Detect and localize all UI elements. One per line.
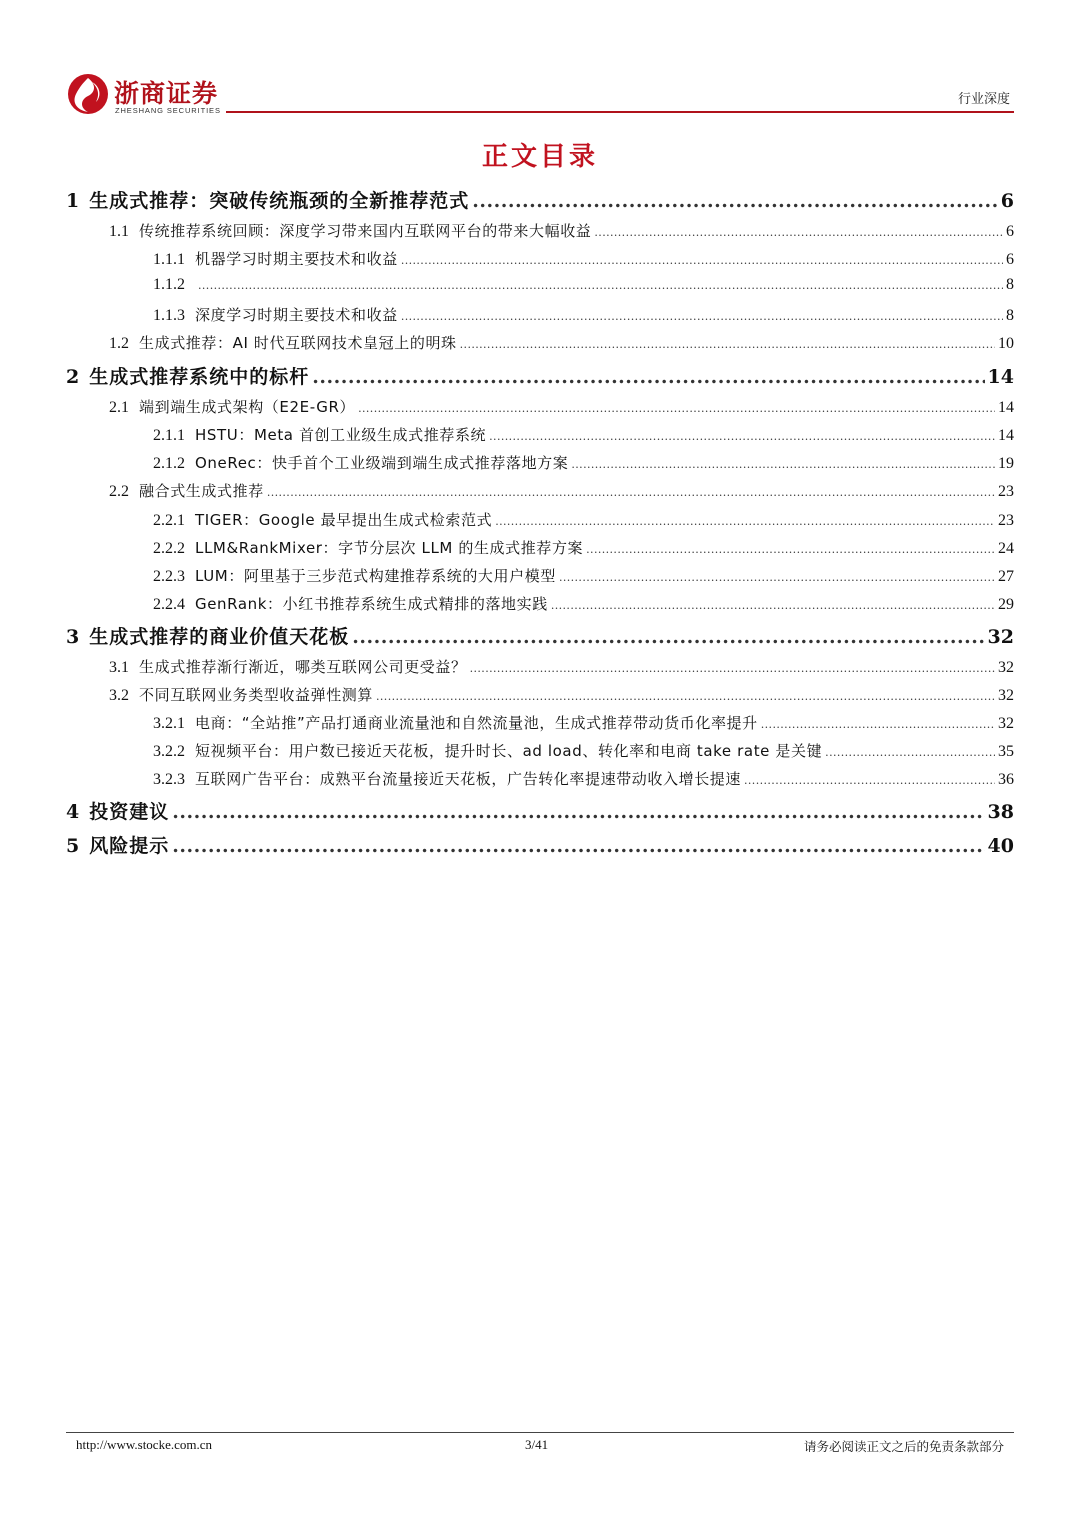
toc-entry-page: 6 [1006,223,1014,240]
footer-page-number: 3/41 [525,1437,549,1452]
toc-entry-number: 2.2.2 [153,540,185,557]
toc-entry-title: 风险提示 [89,835,170,857]
brand-name-en: ZHESHANG SECURITIES [115,106,221,115]
toc-dot-leader [172,801,984,823]
toc-entry-page: 32 [987,626,1014,648]
toc-entry-number: 3 [66,626,80,648]
toc-entry-title: LUM：阿里基于三步范式构建推荐系统的大用户模型 [195,567,556,585]
toc-entry-1[interactable] [66,186,1014,213]
header-divider [226,111,1014,113]
toc-entry-title: TIGER：Google 最早提出生成式检索范式 [195,511,493,529]
toc-entry-3-2[interactable] [109,684,1014,705]
toc-entry-number: 2.1.1 [153,427,185,444]
toc-entry-3-1[interactable] [109,656,1014,677]
toc-dot-leader [470,662,995,675]
toc-dot-leader [825,746,995,759]
toc-entry-title: 生成式推荐渐行渐近，哪类互联网公司更受益？ [139,658,467,676]
toc-entry-title: 投资建议 [89,801,170,823]
toc-entry-page: 10 [998,335,1014,352]
toc-entry-1-1-1[interactable] [153,248,1014,269]
toc-entry-title: 深度学习时期主要技术和收益 [195,306,398,324]
toc-dot-leader [744,774,995,787]
toc-entry-title: 电商：“全站推”产品打通商业流量池和自然流量池，生成式推荐带动货币化率提升 [195,714,758,732]
toc-entry-3[interactable] [66,622,1014,649]
toc-entry-title: 融合式生成式推荐 [139,482,264,500]
toc-entry-page: 14 [987,366,1014,388]
toc-entry-number: 3.2.1 [153,715,185,732]
toc-entry-2-2-3[interactable] [153,565,1014,586]
toc-entry-2-1-2[interactable] [153,452,1014,473]
toc-entry-page: 14 [998,399,1014,416]
toc-dot-leader [358,402,995,415]
toc-entry-title: 生成式推荐：AI 时代互联网技术皇冠上的明珠 [139,334,457,352]
toc-dot-leader [594,226,1003,239]
toc-entry-1-1[interactable] [109,220,1014,241]
toc-entry-number: 3.1 [109,659,129,676]
toc-entry-number: 1.1.3 [153,307,185,324]
toc-entry-title: HSTU：Meta 首创工业级生成式推荐系统 [195,426,487,444]
toc-entry-4[interactable] [66,797,1014,824]
toc-entry-page: 14 [998,427,1014,444]
toc-dot-leader [472,190,998,212]
toc-entry-title: LLM&RankMixer：字节分层次 LLM 的生成式推荐方案 [195,539,584,557]
toc-entry-5[interactable] [66,831,1014,858]
toc-entry-number: 1.1 [109,223,129,240]
toc-entry-page: 36 [998,771,1014,788]
toc-entry-number: 1.1.2 [153,276,185,293]
toc-entry-page: 19 [998,455,1014,472]
page-header [66,68,1014,116]
toc-entry-number: 1 [66,190,80,212]
toc-dot-leader [352,626,984,648]
toc-entry-number: 3.2.2 [153,743,185,760]
toc-dot-leader [401,310,1003,323]
toc-entry-page: 6 [1000,190,1014,212]
toc-entry-number: 2.1 [109,399,129,416]
toc-entry-number: 2 [66,366,80,388]
toc-entry-number: 4 [66,801,80,823]
toc-entry-page: 8 [1006,307,1014,324]
toc-entry-title: 生成式推荐：突破传统瓶颈的全新推荐范式 [89,190,470,212]
toc-entry-number: 5 [66,835,80,857]
toc-entry-3-2-3[interactable] [153,768,1014,789]
toc-entry-number: 2.2.4 [153,596,185,613]
toc-entry-page: 38 [987,801,1014,823]
toc-dot-leader [460,338,995,351]
toc-entry-title: OneRec：快手首个工业级端到端生成式推荐落地方案 [195,454,569,472]
toc-entry-1-2[interactable] [109,332,1014,353]
toc-entry-title: 互联网广告平台：成熟平台流量接近天花板，广告转化率提速带动收入增长提速 [195,770,742,788]
toc-entry-number: 1.1.1 [153,251,185,268]
footer-url-link[interactable]: http://www.stocke.com.cn [76,1437,212,1452]
brand-logo [66,72,226,116]
footer-disclaimer-note: 请务必阅读正文之后的免责条款部分 [803,1439,1004,1454]
toc-dot-leader [198,279,1003,292]
toc-title: 正文目录 [481,142,598,172]
toc-dot-leader [489,430,995,443]
toc-entry-number: 2.2.3 [153,568,185,585]
toc-dot-leader [376,690,995,703]
toc-entry-title: 端到端生成式架构（E2E-GR） [139,398,356,416]
toc-entry-page: 40 [987,835,1014,857]
toc-entry-page: 8 [1006,276,1014,293]
toc-entry-page: 23 [998,483,1014,500]
toc-dot-leader [495,515,995,528]
toc-dot-leader [267,486,995,499]
toc-entry-2-2-4[interactable] [153,593,1014,614]
toc-entry-1-1-3[interactable] [153,304,1014,325]
report-type-label: 行业深度 [957,92,1010,107]
toc-entry-page: 6 [1006,251,1014,268]
toc-entry-3-2-1[interactable] [153,712,1014,733]
toc-entry-number: 3.2 [109,687,129,704]
toc-entry-page: 29 [998,596,1014,613]
zheshang-logo-icon [66,72,110,116]
toc-entry-3-2-2[interactable] [153,740,1014,761]
toc-dot-leader [172,835,984,857]
toc-entry-2-1[interactable] [109,396,1014,417]
toc-entry-page: 27 [998,568,1014,585]
toc-entry-2-2[interactable] [109,480,1014,501]
toc-entry-page: 35 [998,743,1014,760]
toc-dot-leader [761,718,995,731]
toc-entry-number: 2.1.2 [153,455,185,472]
toc-entry-title: GenRank：小红书推荐系统生成式精排的落地实践 [195,595,548,613]
toc-dot-leader [401,254,1003,267]
toc-entry-title: 短视频平台：用户数已接近天花板，提升时长、ad load、转化率和电商 take rate 是关键 [195,742,823,760]
toc-entry-page: 32 [998,715,1014,732]
toc-entry-page: 32 [998,659,1014,676]
toc-entry-title: 机器学习时期主要技术和收益 [195,250,398,268]
toc-entry-number: 2.2 [109,483,129,500]
toc-dot-leader [559,571,995,584]
toc-entry-page: 23 [998,512,1014,529]
brand-name-cn: 浙商证券 [114,79,219,108]
toc-entry-2-2-1[interactable] [153,509,1014,530]
footer-divider [66,1432,1014,1433]
toc-entry-title: 传统推荐系统回顾：深度学习带来国内互联网平台的带来大幅收益 [139,222,592,240]
toc-entry-2[interactable] [66,362,1014,389]
toc-entry-number: 1.2 [109,335,129,352]
toc-entry-2-2-2[interactable] [153,537,1014,558]
toc-entry-number: 2.2.1 [153,512,185,529]
toc-dot-leader [586,543,995,556]
toc-dot-leader [312,366,984,388]
toc-entry-page: 24 [998,540,1014,557]
toc-entry-title: 生成式推荐系统中的标杆 [89,366,310,388]
toc-entry-number: 3.2.3 [153,771,185,788]
toc-dot-leader [551,599,995,612]
toc-dot-leader [571,458,995,471]
toc-entry-page: 32 [998,687,1014,704]
toc-entry-2-1-1[interactable] [153,424,1014,445]
toc-entry-title: 不同互联网业务类型收益弹性测算 [139,686,374,704]
toc-entry-title: 生成式推荐的商业价值天花板 [89,626,350,648]
toc-entry-1-1-2[interactable] [153,276,1014,294]
